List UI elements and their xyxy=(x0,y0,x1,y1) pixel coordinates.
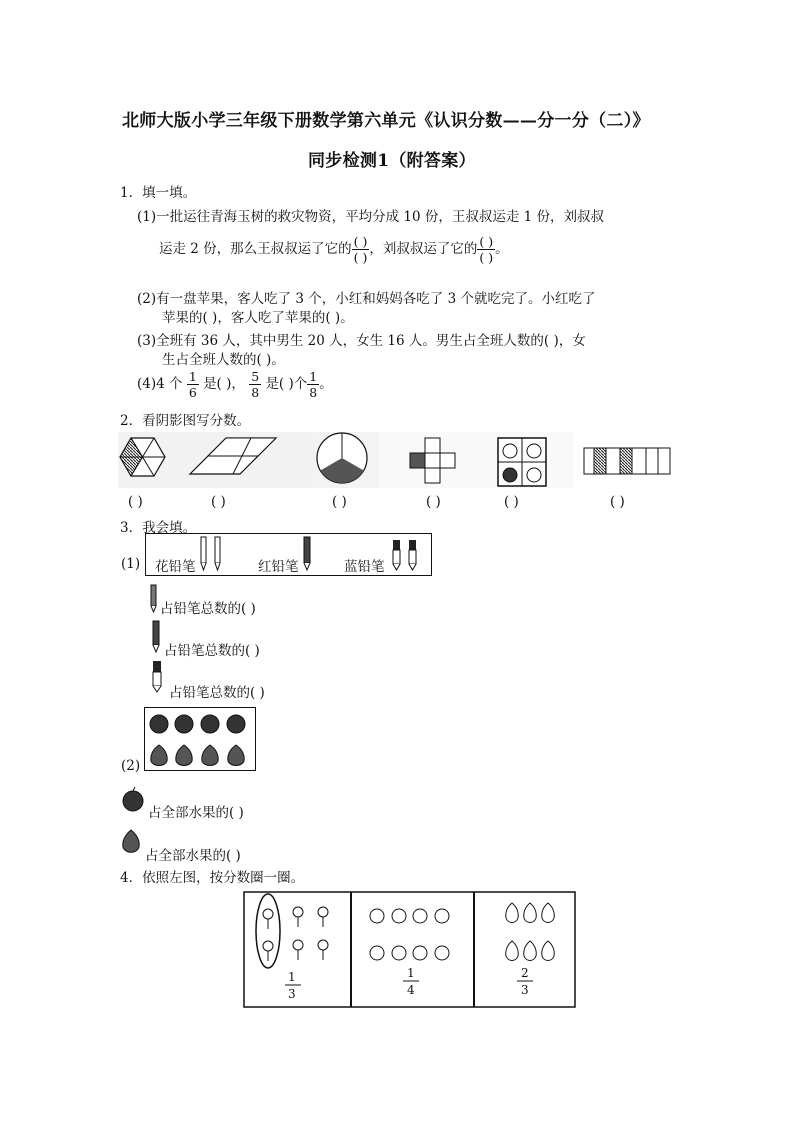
answer-blank[interactable]: ( ) xyxy=(128,494,143,510)
q4-heading: 4．依照左图，按分数圈一圈。 xyxy=(120,870,305,886)
circle-figure xyxy=(317,433,367,483)
pencil-icon xyxy=(148,584,160,614)
answer-blank[interactable]: ( ) xyxy=(504,494,519,510)
pencil-icon xyxy=(198,535,226,573)
pencil-label: 蓝铅笔 xyxy=(344,559,385,575)
pen-icon xyxy=(150,660,168,694)
q1-heading: 1．填一填。 xyxy=(120,185,197,201)
pencil-fraction-row: 占铅笔总数的( ) xyxy=(169,685,265,701)
q1-part1-line1: (1)一批运往青海玉树的救灾物资，平均分成 10 份，王叔叔运走 1 份，刘叔叔 xyxy=(137,209,605,225)
q3-part1-label: (1) xyxy=(121,556,141,572)
pencil-label: 花铅笔 xyxy=(155,559,196,575)
answer-blank[interactable]: ( ) xyxy=(332,494,347,510)
q1-part3-line2: 生占全班人数的( )。 xyxy=(162,352,285,368)
fraction-numerator: 1 xyxy=(288,970,296,984)
page-title: 北师大版小学三年级下册数学第六单元《认识分数——分一分（二）》 xyxy=(122,111,650,131)
fruit-box xyxy=(144,707,256,771)
fruit-fraction-row: 占全部水果的( ) xyxy=(148,805,244,821)
answer-blank[interactable]: ( ) xyxy=(610,494,625,510)
answer-blank[interactable]: ( ) xyxy=(426,494,441,510)
apple-grid-figure xyxy=(498,438,546,486)
shaded-figures xyxy=(118,432,678,488)
q1-part4: (4)4 个 $\frac{1}{6}$ 是( )， $\frac{5}{8}$ 是( )个 $\frac{1}{8}$ 。 xyxy=(137,369,333,400)
q1-part3-line1: (3)全班有 36 人，其中男生 20 人，女生 16 人。男生占全班人数的( )，女 xyxy=(137,333,586,349)
pencil-fraction-row: 占铅笔总数的( ) xyxy=(160,601,256,617)
pencil-fraction-row: 占铅笔总数的( ) xyxy=(164,643,260,659)
fraction-denominator: 4 xyxy=(407,983,415,997)
pencil-label: 红铅笔 xyxy=(258,559,299,575)
answer-blank[interactable]: ( ) xyxy=(211,494,226,510)
answer-fraction-blank[interactable]: $\frac{( )}{( )}$ xyxy=(353,234,368,265)
q1-part2-line1: (2)有一盘苹果，客人吃了 3 个，小红和妈妈各吃了 3 个就吃完了。小红吃了 xyxy=(137,291,596,307)
pencil-icon xyxy=(301,535,315,573)
pear-icon xyxy=(119,828,145,856)
pencil-icon xyxy=(150,620,162,654)
q1-part1-line2: 运走 2 份，那么王叔叔运了它的 $\frac{( )}{( )}$ ，刘叔叔运了它的 $\frac{( )}{( )}$ 。 xyxy=(159,234,509,265)
apple-icon xyxy=(121,789,147,813)
stripe-figure xyxy=(584,448,670,474)
q3-part2-label: (2) xyxy=(121,758,141,774)
page-subtitle: 同步检测1（附答案） xyxy=(308,151,476,171)
q3-heading: 3．我会填。 xyxy=(120,520,197,536)
fraction-numerator: 2 xyxy=(521,966,529,980)
q1-part2-line2: 苹果的( )，客人吃了苹果的( )。 xyxy=(162,310,354,326)
fruit-fraction-row: 占全部水果的( ) xyxy=(145,848,241,864)
pencil-box xyxy=(145,533,432,576)
pen-icon xyxy=(390,538,424,574)
fraction-denominator: 3 xyxy=(521,983,529,997)
answer-fraction-blank[interactable]: $\frac{( )}{( )}$ xyxy=(479,234,494,265)
fraction-denominator: 3 xyxy=(288,987,296,1001)
q2-heading: 2．看阴影图写分数。 xyxy=(120,413,251,429)
fraction-numerator: 1 xyxy=(407,966,415,980)
